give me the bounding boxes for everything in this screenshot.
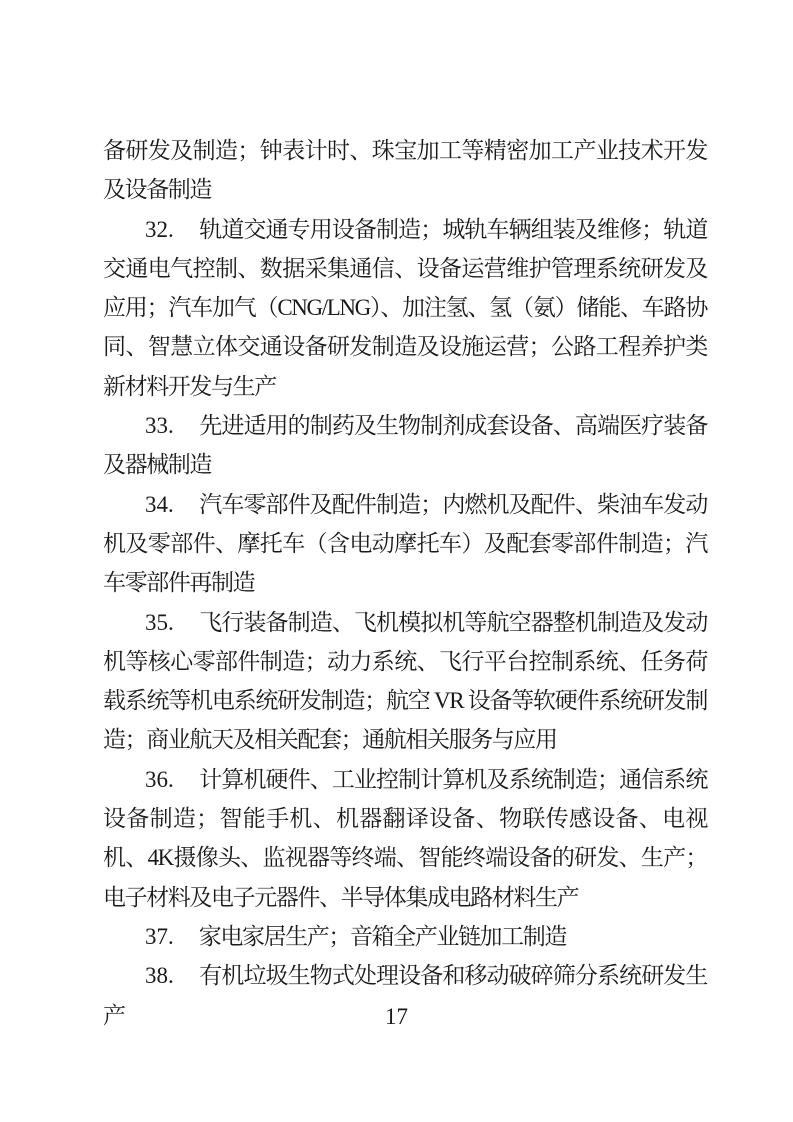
paragraph-number: 36. [145, 766, 174, 792]
paragraph-text: 汽车零部件及配件制造；内燃机及配件、柴油车发动机及零部件、摩托车（含电动摩托车）及配套零部件制造；汽车零部件再制造 [103, 491, 707, 596]
numbered-paragraph [103, 917, 707, 956]
paragraph-text: 飞行装备制造、飞机模拟机等航空器整机制造及发动机等核心零部件制造；动力系统、飞行平台控制系统、任务荷载系统等机电系统研发制造；航空 VR 设备等软硬件系统研发制造；商业航天及相关配套；通航相关服务与应用 [103, 609, 707, 753]
paragraph-number: 32. [145, 216, 174, 242]
paragraph-text: 轨道交通专用设备制造；城轨车辆组装及维修；轨道交通电气控制、数据采集通信、设备运营维护管理系统研发及应用；汽车加气（CNG/LNG）、加注氢、氢（氨）储能、车路协同、智慧立体交通设备研发制造及设施运营；公路工程养护类新材料开发与生产 [103, 216, 707, 399]
document-body [103, 131, 707, 1035]
continuation-paragraph [103, 131, 707, 210]
paragraph-number: 33. [145, 413, 174, 439]
numbered-paragraph [103, 603, 707, 760]
paragraph-number: 37. [145, 923, 174, 949]
paragraph-text: 有机垃圾生物式处理设备和移动破碎筛分系统研发生产 [103, 963, 707, 1028]
numbered-paragraph [103, 210, 707, 406]
paragraph-number: 38. [145, 963, 174, 989]
paragraph-number: 35. [145, 609, 174, 635]
paragraph-text: 家电家居生产；音箱全产业链加工制造 [198, 923, 566, 949]
page-footer [0, 1002, 793, 1032]
paragraph-text: 先进适用的制药及生物制剂成套设备、高端医疗装备及器械制造 [103, 413, 707, 478]
paragraph-text: 备研发及制造；钟表计时、珠宝加工等精密加工产业技术开发及设备制造 [103, 138, 707, 203]
paragraph-number: 34. [145, 491, 174, 517]
numbered-paragraph [103, 406, 707, 485]
numbered-paragraph [103, 760, 707, 917]
page-number: 17 [385, 1004, 408, 1029]
paragraph-text: 计算机硬件、工业控制计算机及系统制造；通信系统设备制造；智能手机、机器翻译设备、物联传感设备、电视机、4K摄像头、监视器等终端、智能终端设备的研发、生产；电子材料及电子元器件、半导体集成电路材料生产 [103, 766, 707, 910]
numbered-paragraph [103, 485, 707, 603]
